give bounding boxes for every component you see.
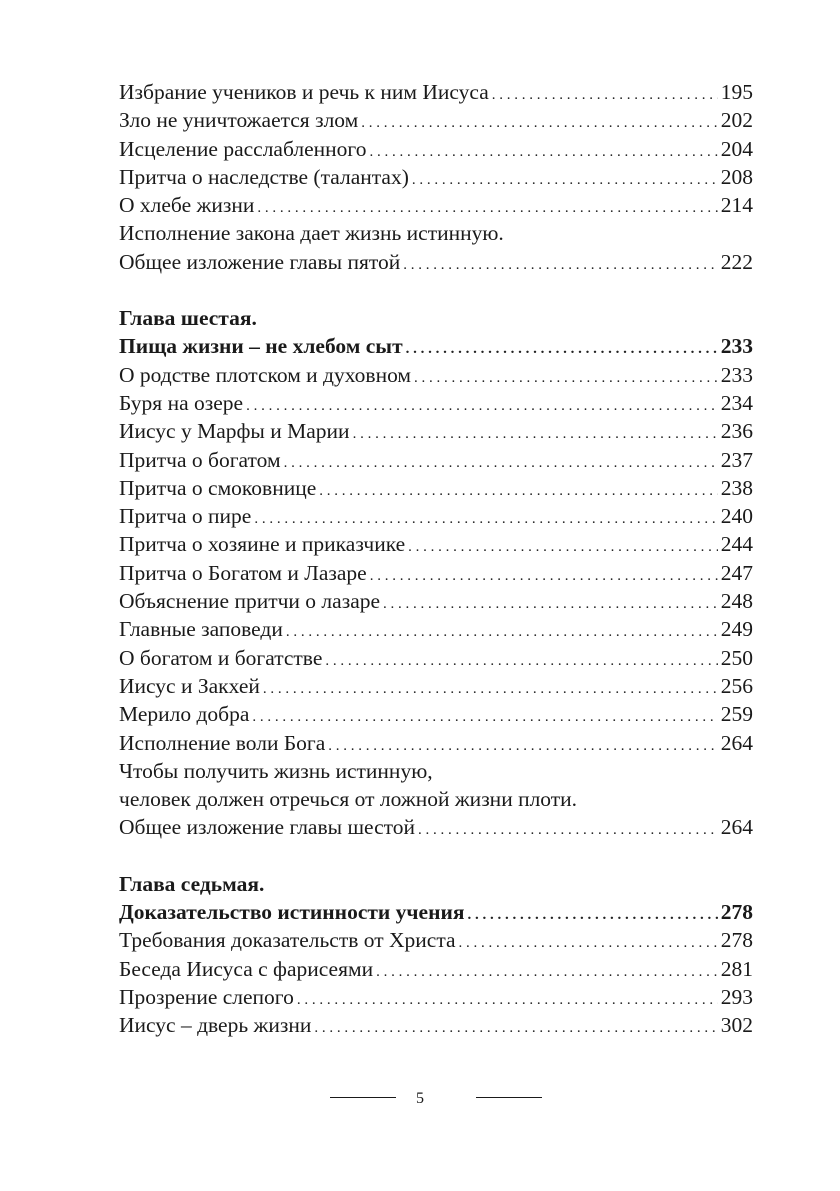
toc-entry[interactable]: Иисус у Марфы и Марии . . . 236 [119, 417, 753, 445]
dot-leader [246, 392, 718, 420]
chapter-label: Глава седьмая. [119, 871, 265, 896]
dot-leader [254, 505, 717, 533]
toc-entry-summary[interactable]: Общее изложение главы пятой . . . 222 [119, 248, 753, 276]
toc-group-chapter5-end [119, 78, 753, 276]
toc-entry[interactable]: Исцеление расслабленного . . . 204 [119, 135, 753, 163]
dot-leader [369, 138, 717, 166]
toc-group-chapter6 [119, 304, 753, 842]
dot-leader [297, 986, 718, 1014]
dot-leader [403, 251, 718, 279]
page-number: 5 [416, 1090, 424, 1107]
dot-leader [408, 533, 718, 561]
toc-entry[interactable]: Притча о Богатом и Лазаре . . . 247 [119, 559, 753, 587]
dot-leader [361, 109, 718, 137]
toc-entry[interactable]: Главные заповеди . . . 249 [119, 615, 753, 643]
toc-entry-summary[interactable]: Общее изложение главы шестой . . . 264 [119, 813, 753, 841]
toc-entry[interactable]: Исполнение воли Бога . . . 264 [119, 729, 753, 757]
dot-leader [314, 1014, 717, 1042]
toc-note: Исполнение закона дает жизнь истинную. [119, 221, 504, 246]
dot-leader [418, 816, 718, 844]
toc-entry[interactable]: Буря на озере . . . 234 [119, 389, 753, 417]
dot-leader [468, 901, 718, 929]
dot-leader [284, 449, 718, 477]
toc-entry[interactable]: Притча о богатом . . . 237 [119, 446, 753, 474]
chapter-heading[interactable]: Пища жизни – не хлебом сыт . . . 233 [119, 332, 753, 360]
chapter-heading[interactable]: Доказательство истинности учения . . . 278 [119, 898, 753, 926]
dot-leader [406, 335, 718, 363]
dot-leader [459, 929, 718, 957]
dot-leader [252, 703, 717, 731]
chapter-label: Глава шестая. [119, 306, 257, 331]
dot-leader [286, 618, 718, 646]
dot-leader [376, 958, 718, 986]
dot-leader [257, 194, 717, 222]
dot-leader [328, 732, 717, 760]
toc-entry[interactable]: Притча о хозяине и приказчике . . . 244 [119, 530, 753, 558]
toc-group-chapter7 [119, 870, 753, 1040]
dot-leader [370, 562, 718, 590]
table-of-contents [119, 78, 753, 1068]
dot-leader [414, 364, 718, 392]
toc-entry[interactable]: Иисус – дверь жизни . . . 302 [119, 1011, 753, 1039]
dot-leader [319, 477, 718, 505]
toc-entry[interactable]: О хлебе жизни . . . 214 [119, 191, 753, 219]
dot-leader [492, 81, 718, 109]
toc-entry[interactable]: Зло не уничтожается злом . . . 202 [119, 106, 753, 134]
dot-leader [325, 647, 717, 675]
footer-rule-right [476, 1097, 542, 1098]
toc-entry[interactable]: Притча о пире . . . 240 [119, 502, 753, 530]
toc-note: Чтобы получить жизнь истинную, [119, 758, 433, 783]
toc-entry[interactable]: Беседа Иисуса с фарисеями . . . 281 [119, 955, 753, 983]
toc-entry[interactable]: О родстве плотском и духовном . . . 233 [119, 361, 753, 389]
toc-entry[interactable]: Притча о наследстве (талантах) . . . 208 [119, 163, 753, 191]
toc-entry[interactable]: Объяснение притчи о лазаре . . . 248 [119, 587, 753, 615]
toc-entry[interactable]: Избрание учеников и речь к ним Иисуса . . . 195 [119, 78, 753, 106]
dot-leader [263, 675, 718, 703]
dot-leader [412, 166, 718, 194]
toc-entry[interactable]: Мерило добра . . . 259 [119, 700, 753, 728]
page-footer [0, 1084, 840, 1114]
toc-entry[interactable]: Требования доказательств от Христа . . . 278 [119, 926, 753, 954]
toc-entry[interactable]: Прозрение слепого . . . 293 [119, 983, 753, 1011]
toc-entry[interactable]: Иисус и Закхей . . . 256 [119, 672, 753, 700]
dot-leader [353, 420, 718, 448]
toc-note: человек должен отречься от ложной жизни плоти. [119, 787, 578, 812]
dot-leader [383, 590, 718, 618]
toc-entry[interactable]: Притча о смоковнице . . . 238 [119, 474, 753, 502]
toc-entry[interactable]: О богатом и богатстве . . . 250 [119, 644, 753, 672]
